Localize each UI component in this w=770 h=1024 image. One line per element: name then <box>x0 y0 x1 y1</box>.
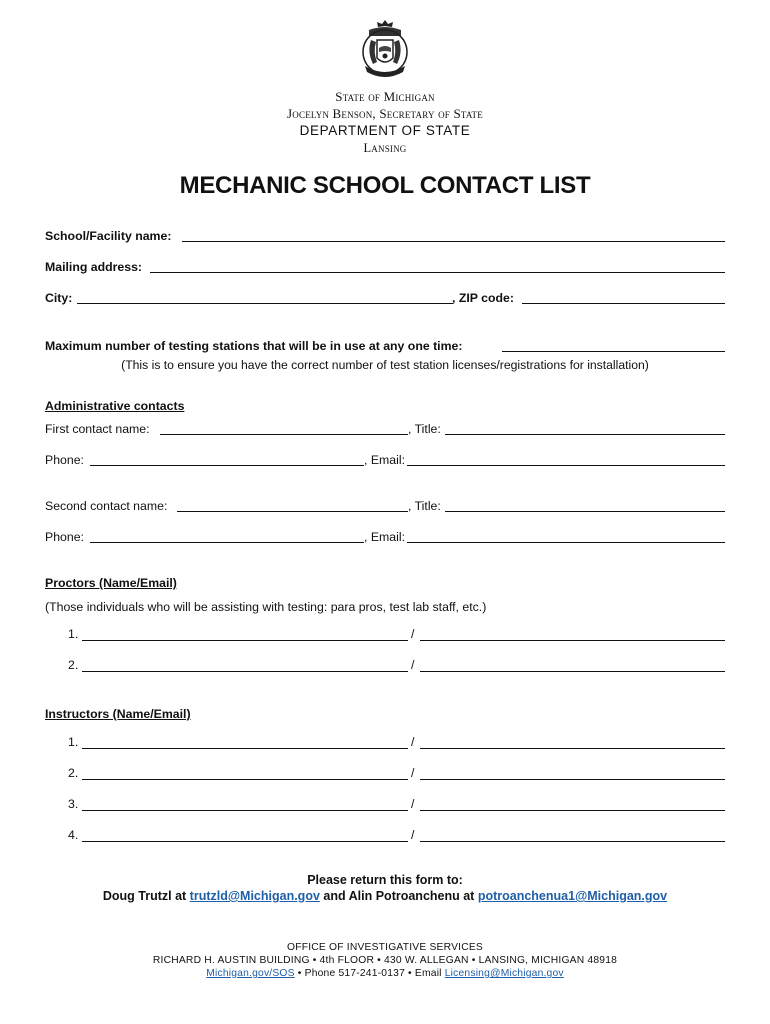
first-title-label: , Title: <box>408 422 441 436</box>
mailing-field[interactable] <box>150 272 725 273</box>
instructor-number: 1. <box>68 735 79 749</box>
instructor-2-email-field[interactable] <box>420 779 725 780</box>
footer-address: RICHARD H. AUSTIN BUILDING • 4th FLOOR • 430 W. ALLEGAN • LANSING, MICHIGAN 48918 <box>152 955 618 966</box>
facility-label: School/Facility name: <box>45 229 172 243</box>
instructor-separator: / <box>411 828 415 842</box>
city-field[interactable] <box>77 303 453 304</box>
proctor-separator: / <box>411 627 415 641</box>
michigan-seal-icon <box>357 18 413 82</box>
instructor-separator: / <box>411 735 415 749</box>
return-prefix: Doug Trutzl at <box>102 889 187 903</box>
instructor-3-email-field[interactable] <box>420 810 725 811</box>
second-contact-title-field[interactable] <box>445 511 725 512</box>
proctor-2-email-field[interactable] <box>420 671 725 672</box>
mailing-label: Mailing address: <box>45 260 143 274</box>
first-contact-label: First contact name: <box>45 422 150 436</box>
state-seal <box>357 18 413 82</box>
stations-field[interactable] <box>502 351 725 352</box>
second-contact-email-field[interactable] <box>407 542 725 543</box>
city-label: City: <box>45 291 73 305</box>
first-contact-title-field[interactable] <box>445 434 725 435</box>
second-phone-label: Phone: <box>45 530 84 544</box>
second-contact-name-field[interactable] <box>177 511 408 512</box>
stations-label: Maximum number of testing stations that will be in use at any one time: <box>45 339 463 353</box>
instructor-number: 4. <box>68 828 79 842</box>
return-heading: Please return this form to: <box>307 873 463 887</box>
instructor-4-name-field[interactable] <box>82 841 408 842</box>
first-email-label: , Email: <box>364 453 405 467</box>
return-contacts <box>0 889 770 903</box>
header-secretary: Jocelyn Benson, Secretary of State <box>287 106 483 121</box>
instructor-2-name-field[interactable] <box>82 779 408 780</box>
licensing-email-link[interactable]: Licensing@Michigan.gov <box>444 968 564 979</box>
second-contact-label: Second contact name: <box>45 499 168 513</box>
page-title: MECHANIC SCHOOL CONTACT LIST <box>179 172 591 199</box>
second-email-label: , Email: <box>364 530 405 544</box>
instructors-heading: Instructors (Name/Email) <box>45 707 191 721</box>
header-department: DEPARTMENT OF STATE <box>299 123 471 138</box>
proctor-1-email-field[interactable] <box>420 640 725 641</box>
first-contact-email-field[interactable] <box>407 465 725 466</box>
instructor-1-name-field[interactable] <box>82 748 408 749</box>
instructor-4-email-field[interactable] <box>420 841 725 842</box>
admin-heading: Administrative contacts <box>45 399 185 413</box>
instructor-separator: / <box>411 766 415 780</box>
proctor-separator: / <box>411 658 415 672</box>
proctor-number: 2. <box>68 658 79 672</box>
stations-note: (This is to ensure you have the correct number of test station licenses/registrations for installation) <box>121 358 649 372</box>
first-contact-name-field[interactable] <box>160 434 408 435</box>
return-middle: and Alin Potroanchenu at <box>323 889 475 903</box>
first-contact-phone-field[interactable] <box>90 465 364 466</box>
instructor-number: 2. <box>68 766 79 780</box>
second-contact-phone-field[interactable] <box>90 542 364 543</box>
zip-field[interactable] <box>522 303 725 304</box>
first-phone-label: Phone: <box>45 453 84 467</box>
instructor-1-email-field[interactable] <box>420 748 725 749</box>
footer-office: OFFICE OF INVESTIGATIVE SERVICES <box>287 942 483 953</box>
proctor-number: 1. <box>68 627 79 641</box>
trutzl-email-link[interactable]: trutzld@Michigan.gov <box>189 889 320 903</box>
second-title-label: , Title: <box>408 499 441 513</box>
instructor-number: 3. <box>68 797 79 811</box>
header-state: State of Michigan <box>335 89 435 104</box>
sos-website-link[interactable]: Michigan.gov/SOS <box>206 968 295 979</box>
instructor-separator: / <box>411 797 415 811</box>
proctor-2-name-field[interactable] <box>82 671 408 672</box>
header-city: Lansing <box>363 141 407 155</box>
footer-phone: • Phone 517-241-0137 • Email <box>297 968 442 979</box>
facility-field[interactable] <box>182 241 725 242</box>
potroanchenu-email-link[interactable]: potroanchenua1@Michigan.gov <box>477 889 668 903</box>
footer-contact <box>0 968 770 979</box>
proctors-heading: Proctors (Name/Email) <box>45 576 177 590</box>
proctor-1-name-field[interactable] <box>82 640 408 641</box>
proctors-note: (Those individuals who will be assisting with testing: para pros, test lab staff, etc.) <box>45 600 487 614</box>
zip-label: , ZIP code: <box>452 291 514 305</box>
instructor-3-name-field[interactable] <box>82 810 408 811</box>
